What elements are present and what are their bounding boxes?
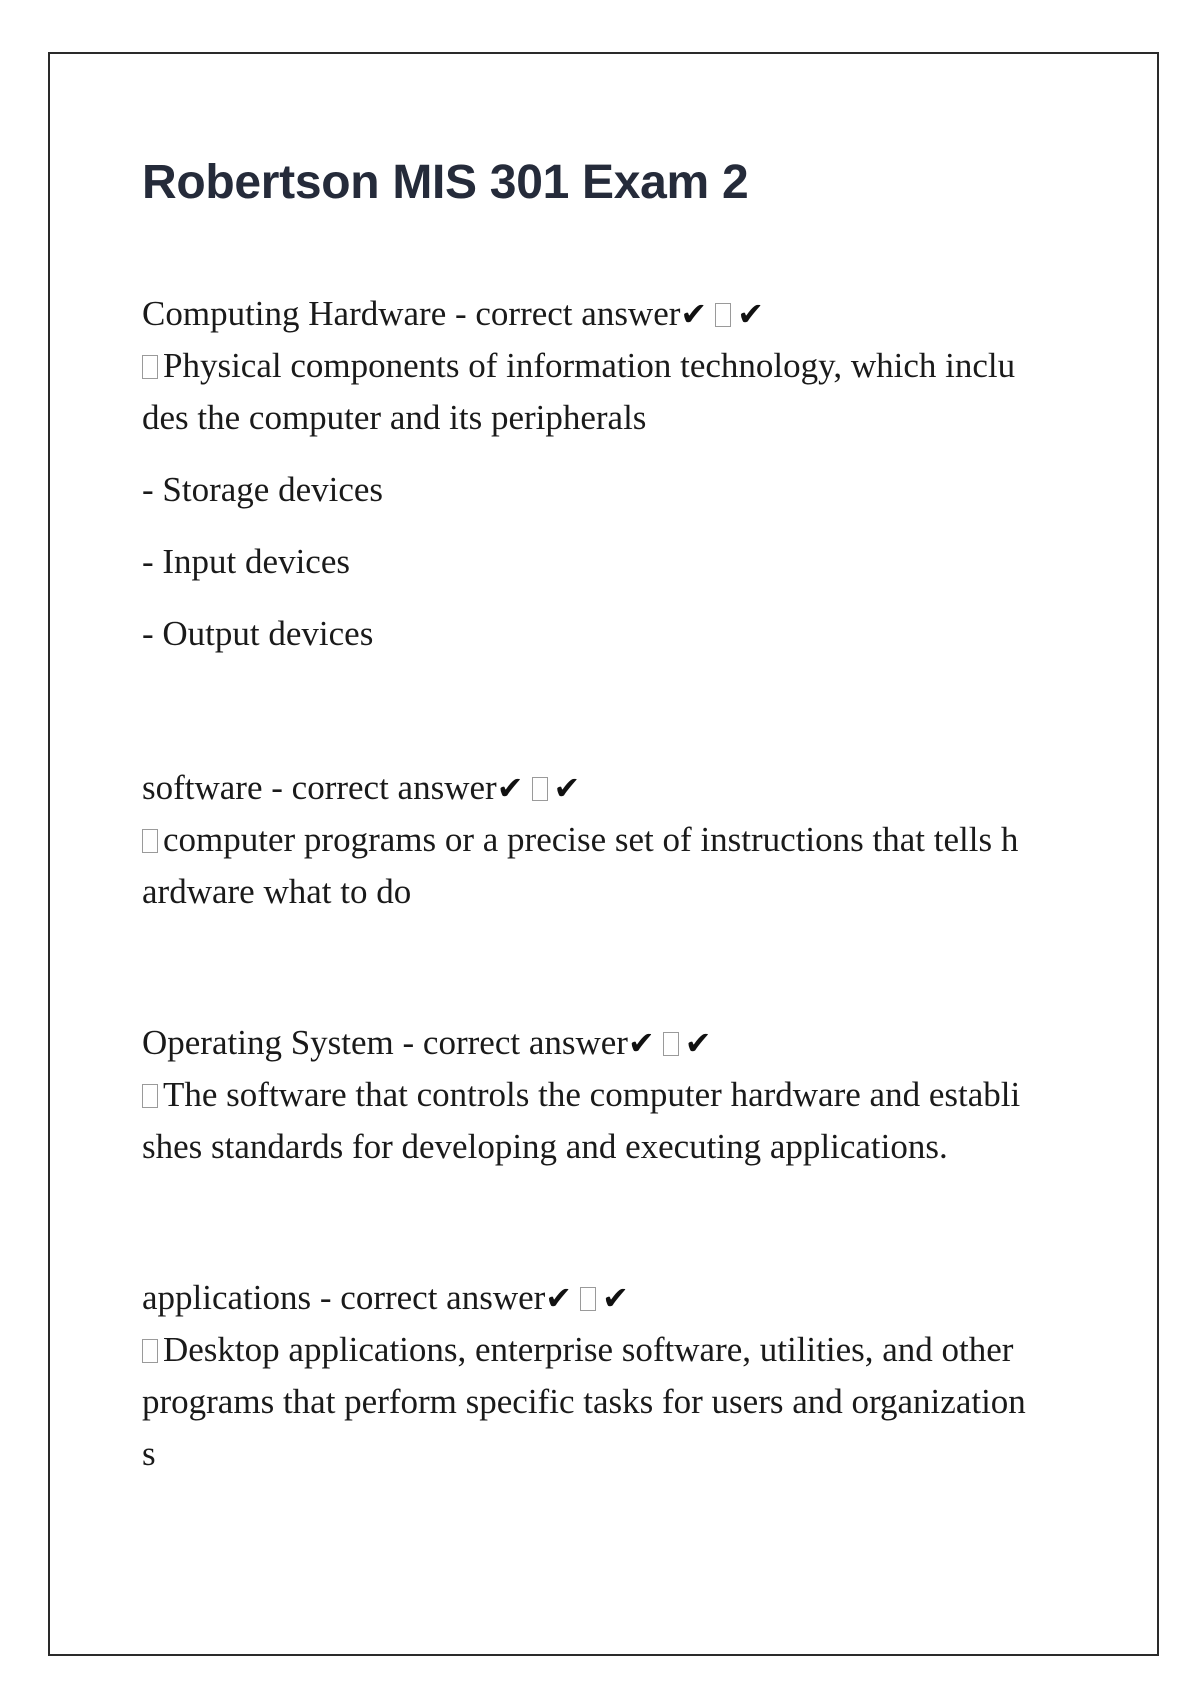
answer-line: shes standards for developing and executing applications.	[142, 1127, 948, 1166]
answer-line: ardware what to do	[142, 872, 412, 911]
question-line	[142, 1017, 1072, 1069]
check-icon: ✔	[602, 1279, 629, 1317]
term-text: Operating System	[142, 1023, 394, 1062]
answer-line: programs that perform specific tasks for users and organization	[142, 1382, 1026, 1421]
answer-line: s	[142, 1434, 156, 1473]
missing-glyph-icon	[532, 777, 548, 801]
question-line	[142, 1272, 1072, 1324]
missing-glyph-icon	[663, 1032, 679, 1056]
term-text: applications	[142, 1278, 312, 1317]
missing-glyph-icon	[580, 1287, 596, 1311]
check-icon: ✔	[680, 295, 708, 333]
answer-line: Desktop applications, enterprise software, utilities, and other	[142, 1324, 1072, 1376]
list-item: - Storage devices	[142, 470, 384, 509]
answer-label: - correct answer	[311, 1278, 546, 1317]
missing-glyph-icon	[142, 829, 158, 853]
check-icon: ✔	[627, 1024, 655, 1062]
answer-line: des the computer and its peripherals	[142, 398, 647, 437]
answer-label: - correct answer	[262, 768, 497, 807]
missing-glyph-icon	[142, 1339, 158, 1363]
answer-label: - correct answer	[393, 1023, 628, 1062]
qa-entry-computing-hardware	[142, 288, 1072, 660]
check-icon: ✔	[553, 769, 581, 807]
check-icon: ✔	[496, 769, 524, 807]
answer-line: Physical components of information technology, which inclu	[142, 340, 1072, 392]
missing-glyph-icon	[142, 355, 158, 379]
check-icon: ✔	[684, 1024, 712, 1062]
answer-line: The software that controls the computer hardware and establi	[142, 1069, 1072, 1121]
list-item: - Input devices	[142, 542, 350, 581]
qa-entry-operating-system	[142, 1017, 1072, 1173]
qa-entry-software	[142, 762, 1072, 918]
missing-glyph-icon	[715, 303, 731, 327]
missing-glyph-icon	[142, 1084, 158, 1108]
qa-entry-applications	[142, 1272, 1072, 1480]
term-text: software	[142, 768, 263, 807]
check-icon: ✔	[545, 1279, 573, 1317]
list-item: - Output devices	[142, 614, 374, 653]
term-text: Computing Hardware	[142, 294, 447, 333]
answer-line: computer programs or a precise set of instructions that tells h	[142, 814, 1072, 866]
document-title: Robertson MIS 301 Exam 2	[142, 156, 749, 209]
question-line	[142, 762, 1072, 814]
answer-label: - correct answer	[446, 294, 681, 333]
check-icon: ✔	[737, 295, 765, 333]
question-line	[142, 288, 1072, 340]
